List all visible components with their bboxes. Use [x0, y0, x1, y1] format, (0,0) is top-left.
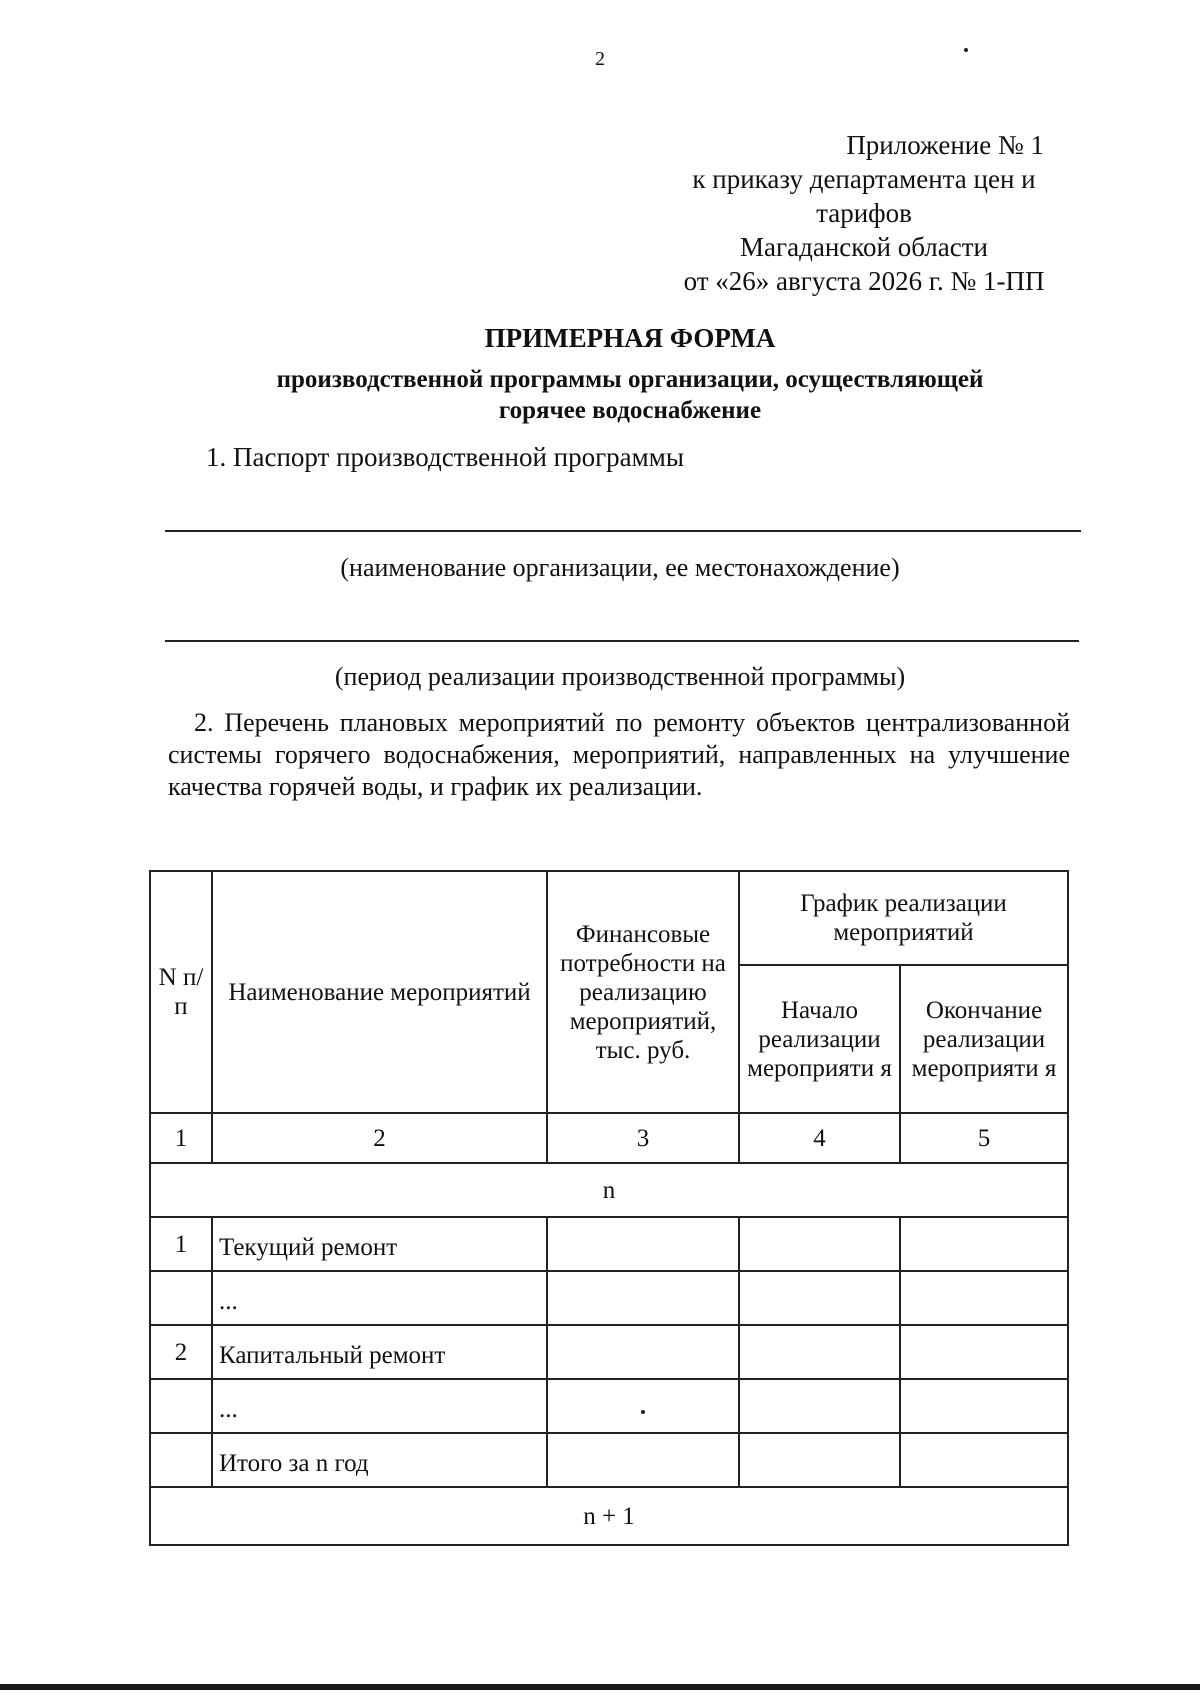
row-name: Итого за n год [212, 1433, 547, 1487]
row-cell [739, 1433, 900, 1487]
row-cell [547, 1433, 739, 1487]
header-name: Наименование мероприятий [212, 871, 547, 1113]
table-row [150, 1325, 1068, 1379]
row-num [150, 1379, 212, 1433]
header-schedule: График реализации мероприятий [739, 871, 1068, 965]
subtitle-line: горячее водоснабжение [498, 397, 762, 424]
column-number: 4 [739, 1113, 900, 1163]
row-cell [547, 1325, 739, 1379]
table-row [150, 1379, 1068, 1433]
row-num: 1 [150, 1217, 212, 1271]
row-cell [739, 1217, 900, 1271]
row-num [150, 1271, 212, 1325]
org-name-line [165, 530, 1081, 532]
row-name: ... [212, 1271, 547, 1325]
row-cell [900, 1433, 1068, 1487]
scan-speck [964, 48, 968, 52]
row-cell [547, 1379, 739, 1433]
row-name: ... [212, 1379, 547, 1433]
header-finance: Финансовые потребности на реализацию мероприятий, тыс. руб. [547, 871, 739, 1113]
header-num: N п/п [150, 871, 212, 1113]
scan-edge [0, 1684, 1200, 1690]
header-end: Окончание реализации мероприяти я [900, 965, 1068, 1113]
document-title: ПРИМЕРНАЯ ФОРМА [484, 323, 776, 353]
row-cell [900, 1217, 1068, 1271]
column-number: 1 [150, 1113, 212, 1163]
row-cell [900, 1325, 1068, 1379]
appendix-line: к приказу департамента цен и [692, 164, 1036, 194]
period-line [165, 640, 1079, 642]
table-row [150, 1217, 1068, 1271]
row-num: 2 [150, 1325, 212, 1379]
document-subtitle [0, 364, 1200, 426]
table-row [150, 1433, 1068, 1487]
appendix-line: Магаданской области [740, 232, 988, 262]
row-cell [739, 1379, 900, 1433]
row-cell [547, 1271, 739, 1325]
appendix-block [604, 128, 1124, 298]
org-name-caption: (наименование организации, ее местонахождение) [340, 553, 900, 582]
column-number: 5 [900, 1113, 1068, 1163]
header-start: Начало реализации мероприяти я [739, 965, 900, 1113]
row-cell [739, 1271, 900, 1325]
table-row [150, 1271, 1068, 1325]
page-number: 2 [595, 48, 605, 70]
column-number: 3 [547, 1113, 739, 1163]
appendix-line: Приложение № 1 [846, 130, 1044, 160]
row-cell [900, 1271, 1068, 1325]
appendix-line: тарифов [816, 198, 912, 228]
row-name: Капитальный ремонт [212, 1325, 547, 1379]
scan-speck [641, 1410, 645, 1414]
appendix-line: от «26» августа 2026 г. № 1-ПП [683, 266, 1045, 296]
row-num [150, 1433, 212, 1487]
row-cell [900, 1379, 1068, 1433]
events-table [149, 870, 1069, 1546]
row-cell [547, 1217, 739, 1271]
column-number: 2 [212, 1113, 547, 1163]
section2-paragraph: 2. Перечень плановых мероприятий по ремонту объектов централизованной системы горячего водоснабжения, мероприятий, направленных на улучшение качества горячей воды, и график их реализации. [168, 708, 1070, 801]
period-caption: (период реализации производственной программы) [334, 662, 906, 691]
subtitle-line: производственной программы организации, осуществляющей [276, 366, 984, 393]
row-name: Текущий ремонт [212, 1217, 547, 1271]
section-year-n-plus-1: n + 1 [150, 1487, 1068, 1545]
section-year-n: n [150, 1163, 1068, 1217]
row-cell [739, 1325, 900, 1379]
section1-heading: 1. Паспорт производственной программы [206, 442, 684, 472]
